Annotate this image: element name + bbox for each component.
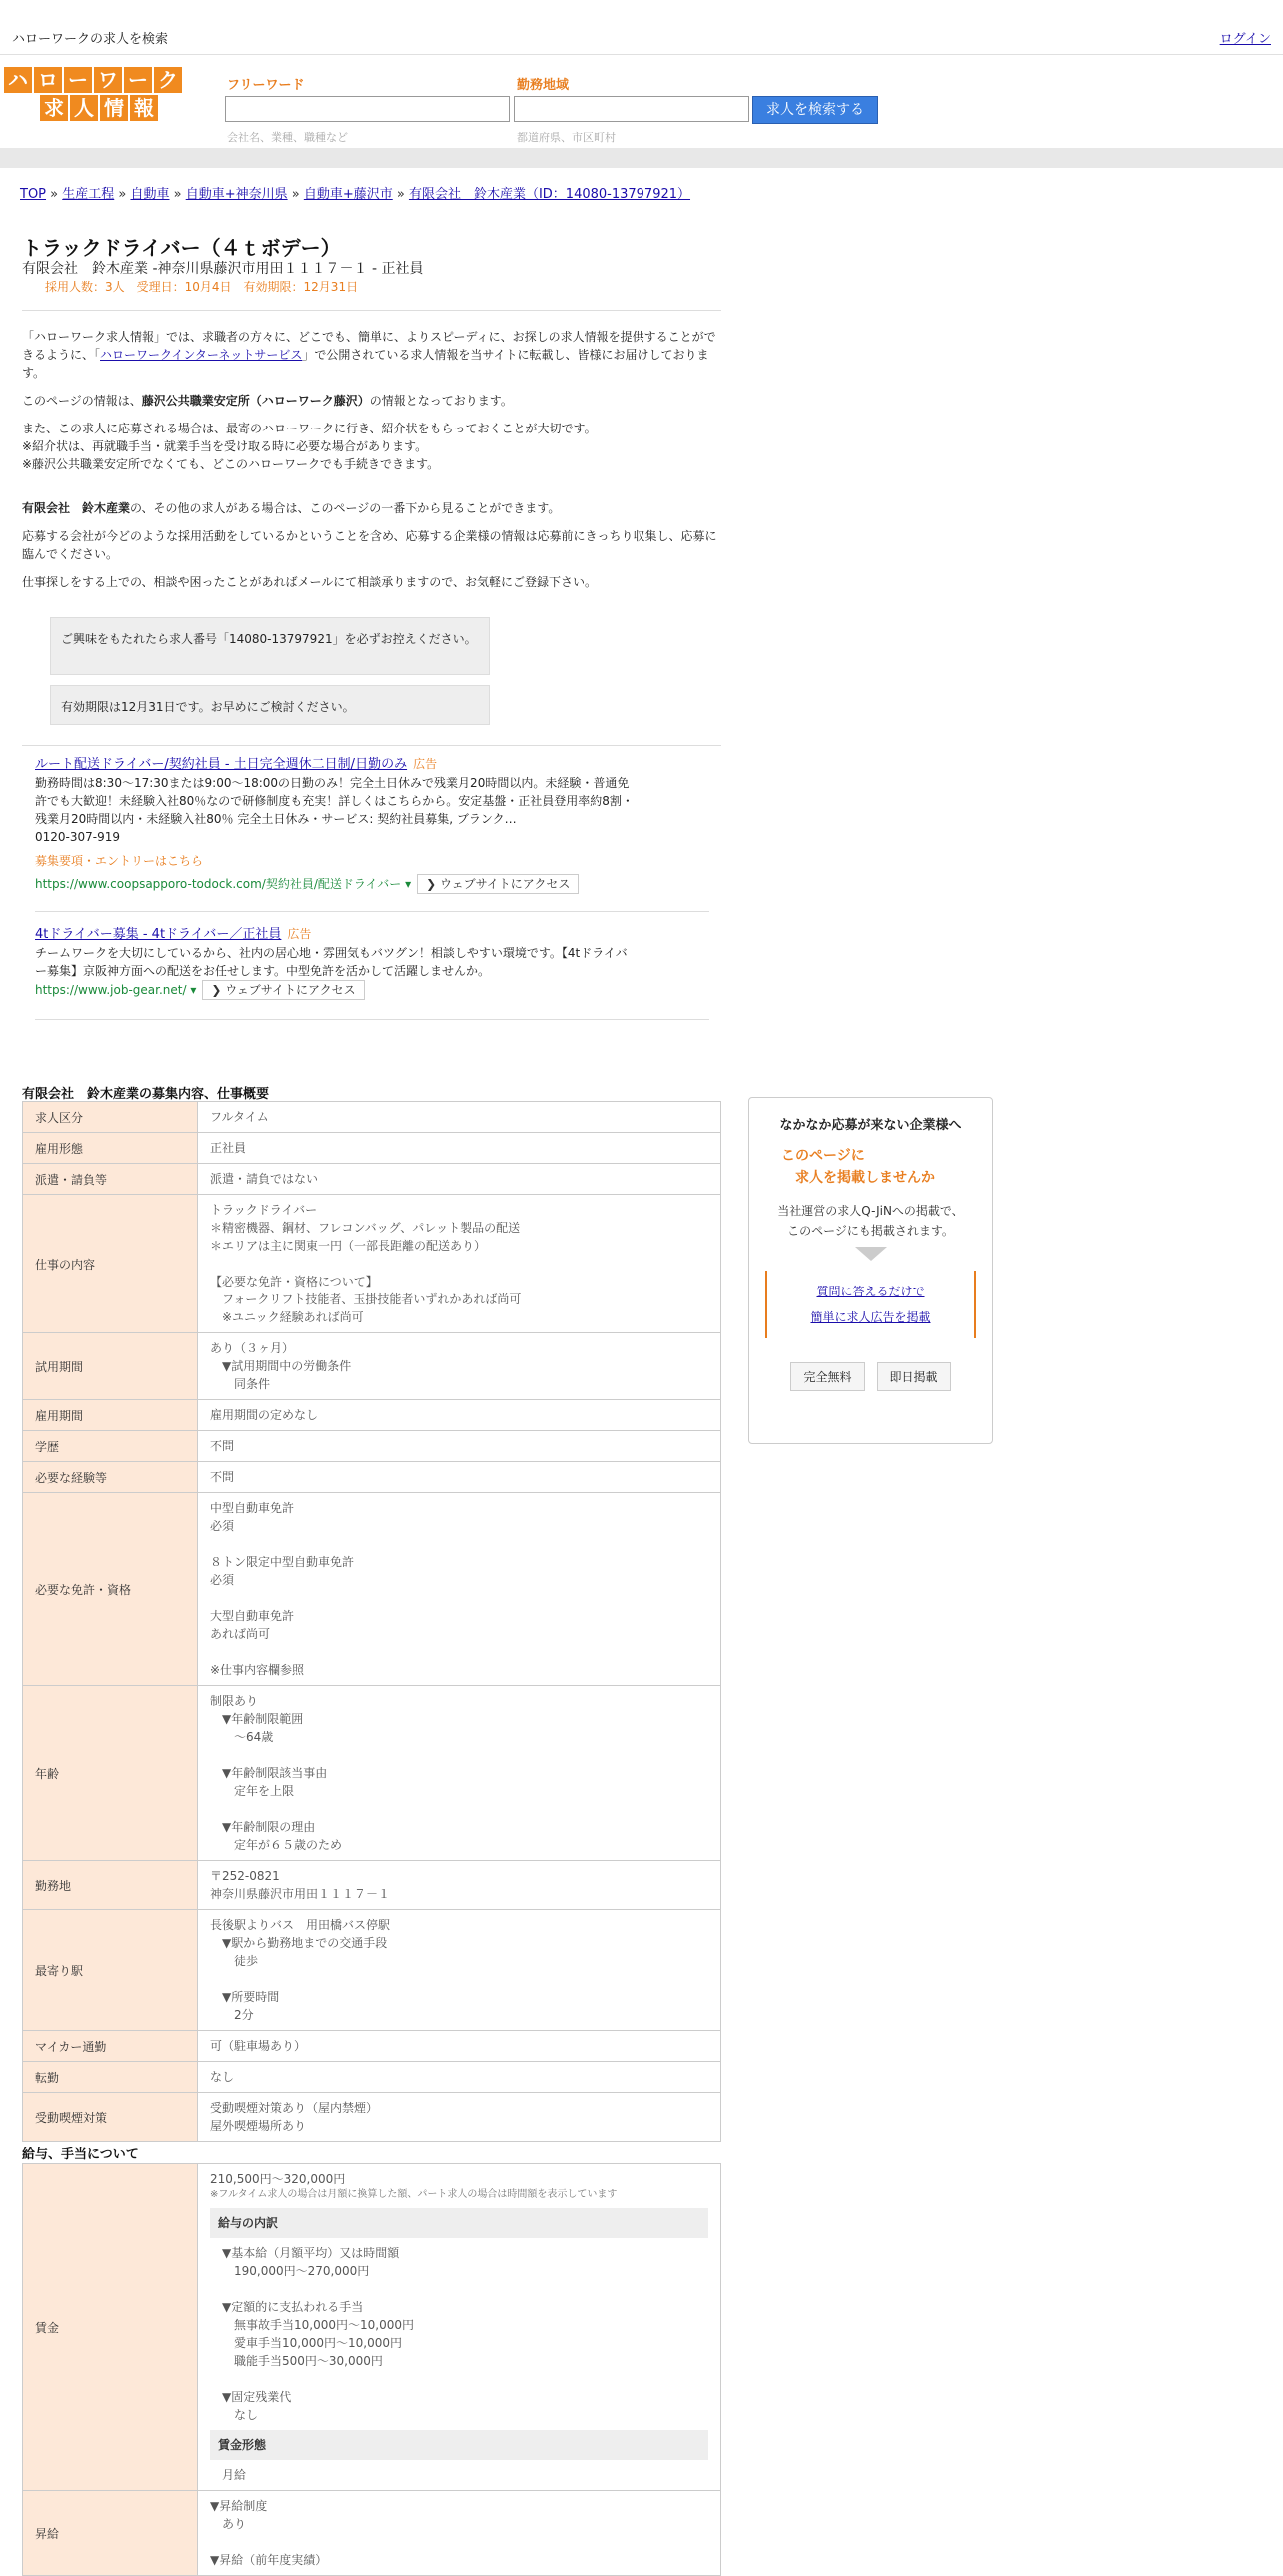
table-row [23, 1861, 721, 1910]
logo-letter: ハ [4, 67, 32, 93]
value-line: ▼昇給（前年度実績） [210, 2553, 328, 2567]
job-meta: 採用人数：3人 受理日：10月4日 有効期限：12月31日 [45, 280, 359, 294]
divider [35, 1019, 709, 1020]
value-line: あり（３ヶ月） [210, 1341, 295, 1355]
search-button[interactable]: 求人を検索する [752, 96, 878, 124]
row-value [198, 1431, 721, 1462]
row-value [198, 2031, 721, 2062]
intro-paragraph-1 [22, 328, 721, 382]
ad-extra-link[interactable]: 募集要項・エントリーはこちら [35, 854, 204, 868]
breadcrumb-separator: » [169, 187, 186, 202]
sidebar-links [765, 1271, 976, 1338]
value-line: 長後駅よりバス 用田橋バス停駅 [210, 1918, 391, 1932]
value-line: 受動喫煙対策あり（屋内禁煙） [210, 2101, 379, 2115]
breadcrumb-link[interactable]: 生産工程 [62, 187, 115, 202]
freeword-input[interactable] [225, 96, 510, 122]
divider [22, 745, 721, 746]
value-line: 神奈川県藤沢市用田１１１７－１ [210, 1887, 391, 1901]
table-row [23, 1686, 721, 1861]
advertise-sidebar [748, 1097, 993, 1444]
row-value [198, 1333, 721, 1400]
logo-letter: ー [124, 67, 152, 93]
ad-title-link[interactable]: 4tドライバー募集 - 4tドライバー／正社員 [35, 927, 282, 942]
dropdown-icon[interactable]: ▾ [405, 877, 412, 891]
company-line: 有限会社 鈴木産業 -神奈川県藤沢市用田１１１７－１ - 正社員 [22, 261, 424, 277]
breadcrumb-separator: » [392, 187, 409, 202]
row-value [198, 2093, 721, 2142]
table-row [23, 1400, 721, 1431]
value-line: 職能手当500円〜30,000円 [222, 2354, 383, 2368]
value-line [210, 1746, 708, 1764]
value-line: なし [222, 2408, 259, 2422]
value-line: 正社員 [210, 1141, 247, 1155]
intro-text: ※藤沢公共職業安定所でなくても、どこのハローワークでも手続きできます。 [22, 457, 440, 471]
table-row [23, 2031, 721, 2062]
row-label: 派遣・請負等 [23, 1164, 198, 1195]
area-input[interactable] [514, 96, 749, 122]
value-line: 雇用期間の定めなし [210, 1408, 319, 1422]
office-name: 藤沢公共職業安定所（ハローワーク藤沢） [141, 394, 370, 408]
value-line: 〒252-0821 [210, 1869, 280, 1883]
sidebar-body [749, 1201, 992, 1241]
row-label: 昇給 [23, 2491, 198, 2576]
value-line: 可（駐車場あり） [210, 2039, 307, 2053]
value-line [210, 1589, 708, 1607]
intro-text: の、その他の求人がある場合は、このページの一番下から見ることができます。 [130, 501, 561, 515]
row-value [198, 1493, 721, 1686]
salary-note: ※フルタイム求人の場合は月額に換算した額、パート求人の場合は時間額を表示しています [210, 2189, 618, 2200]
table-row [23, 1333, 721, 1400]
value-line [210, 2533, 708, 2551]
visit-website-button[interactable]: ❯ ウェブサイトにアクセス [417, 874, 579, 894]
value-line: 2分 [210, 2008, 254, 2022]
value-line: トラックドライバー [210, 1203, 318, 1217]
divider [22, 310, 721, 311]
table-row [23, 2164, 721, 2491]
breadcrumb-link[interactable]: 自動車 [130, 187, 170, 202]
breadcrumb-link[interactable]: 自動車+藤沢市 [303, 187, 393, 202]
value-line [210, 1535, 708, 1553]
value-line: ＊エリアは主に関東一円（一部長距離の配送あり） [210, 1239, 487, 1253]
intro-text: また、この求人に応募される場合は、最寄のハローワークに行き、紹介状をもらっておくことが大切です。 [22, 422, 597, 435]
ad-body: チームワークを大切にしているから、社内の居心地・雰囲気もバツグン！相談しやすい環境です。【4tドライバー募集】京阪神方面への配送をお任せします。中型免許を活かして活躍しませんか。 [35, 946, 628, 978]
free-button[interactable]: 完全無料 [790, 1362, 864, 1391]
value-line: ▼試用期間中の労働条件 [210, 1359, 352, 1373]
expiry-note: 有効期限は12月31日です。お早めにご検討ください。 [50, 685, 490, 725]
value-line: 必須 [210, 1573, 235, 1587]
hellowork-internet-link[interactable]: ハローワークインターネットサービス [100, 348, 303, 362]
company-name: 有限会社 鈴木産業 [22, 501, 131, 515]
value-line: 無事故手当10,000円〜10,000円 [222, 2318, 414, 2332]
ad-title-link[interactable]: ルート配送ドライバー/契約社員 - 土日完全週休二日制/日勤のみ [35, 757, 408, 772]
value-line: ▼年齢制限該当事由 [210, 1766, 328, 1780]
row-value [198, 1686, 721, 1861]
salary-amount: 210,500円〜320,000円 [210, 2172, 346, 2186]
sidebar-pitch [781, 1145, 992, 1189]
post-ad-link[interactable]: 簡単に求人広告を掲載 [810, 1310, 931, 1324]
breadcrumb-link[interactable]: 有限会社 鈴木産業（ID：14080-13797921） [408, 187, 691, 202]
ad-2 [35, 925, 635, 1000]
breadcrumb-link[interactable]: 自動車+神奈川県 [185, 187, 288, 202]
breadcrumb-link[interactable]: TOP [20, 187, 47, 202]
value-line: ▼昇給制度 [210, 2499, 268, 2513]
intro-paragraph-3 [22, 420, 721, 473]
value-line: ※仕事内容欄参照 [210, 1663, 305, 1677]
row-value [198, 1133, 721, 1164]
visit-label: ウェブサイトにアクセス [225, 983, 356, 997]
logo-letter: 人 [70, 95, 98, 121]
row-label: 雇用期間 [23, 1400, 198, 1431]
row-value [198, 1195, 721, 1333]
dropdown-icon[interactable]: ▾ [190, 983, 197, 997]
row-label: 仕事の内容 [23, 1195, 198, 1333]
visit-website-button[interactable]: ❯ ウェブサイトにアクセス [202, 980, 364, 1000]
value-line [222, 2280, 708, 2298]
ad-body: 勤務時間は8:30～17:30または9:00～18:00の日勤のみ！完全土日休みで残業月20時間以内。未経験・普通免許でも大歓迎！未経験入社80％なので研修制度も充実！詳しくはこちらから。安定基盤・正社員登用率約8割・残業月20時間以内・未経験入社80％ 完全土日休み・サービス: 契約社員募集, ブランク… [35, 776, 634, 826]
details-table [22, 1101, 721, 2142]
breadcrumb [20, 183, 690, 202]
salary-title: 給与、手当について [22, 2147, 139, 2162]
intro-text: ※紹介状は、再就職手当・就業手当を受け取る時に必要な場合があります。 [22, 439, 428, 453]
value-line: 不問 [210, 1439, 235, 1453]
job-title: トラックドライバー（４ｔボデー） [22, 236, 341, 260]
value-line: ▼年齢制限範囲 [210, 1712, 304, 1726]
logo-letter: 求 [40, 95, 68, 121]
row-value [198, 1462, 721, 1493]
row-label: 年齢 [23, 1686, 198, 1861]
table-row [23, 1431, 721, 1462]
details-title: 有限会社 鈴木産業の募集内容、仕事概要 [22, 1087, 270, 1102]
value-line: 〜64歳 [210, 1730, 274, 1744]
row-label: 勤務地 [23, 1861, 198, 1910]
header-divider [0, 148, 1283, 168]
freeword-hint: 会社名、業種、職種など [227, 131, 348, 144]
value-line: ▼定額的に支払われる手当 [222, 2300, 364, 2314]
answer-questions-link[interactable]: 質問に答えるだけで [816, 1285, 925, 1298]
value-line: あり [210, 2517, 247, 2531]
area-label: 勤務地域 [517, 78, 570, 93]
value-line: 大型自動車免許 [210, 1609, 295, 1623]
value-line: 190,000円〜270,000円 [222, 2264, 370, 2278]
row-value [198, 1400, 721, 1431]
row-label: マイカー通勤 [23, 2031, 198, 2062]
salary-form-value: 月給 [222, 2468, 247, 2482]
row-value [198, 1164, 721, 1195]
same-day-button[interactable]: 即日掲載 [877, 1362, 951, 1391]
pitch-line: このページに [781, 1148, 865, 1164]
value-line [222, 2370, 708, 2388]
logo-letter: ワ [94, 67, 122, 93]
pitch-line: 求人を掲載しませんか [781, 1170, 935, 1186]
intro-paragraph-4 [22, 499, 721, 517]
intro-paragraph-2 [22, 392, 721, 410]
ad-tag: 広告 [413, 757, 438, 771]
area-hint: 都道府県、市区町村 [517, 131, 616, 144]
value-line: ▼固定残業代 [222, 2390, 292, 2404]
row-value [198, 1910, 721, 2031]
table-row [23, 1493, 721, 1686]
value-line: ８トン限定中型自動車免許 [210, 1555, 355, 1569]
value-line: 派遣・請負ではない [210, 1172, 319, 1186]
row-value [198, 1102, 721, 1133]
value-line: 【必要な免許・資格について】 [210, 1275, 378, 1288]
body-line: このページにも掲載されます。 [787, 1224, 954, 1238]
logo-letter: ロ [34, 67, 62, 93]
visit-label: ウェブサイトにアクセス [440, 877, 571, 891]
value-line: 同条件 [210, 1377, 271, 1391]
ad-phone[interactable]: 0120-307-919 [35, 830, 121, 844]
table-row [23, 1462, 721, 1493]
table-row [23, 1102, 721, 1133]
intro-text: の情報となっております。 [369, 394, 513, 408]
value-line: ▼駅から勤務地までの交通手段 [210, 1936, 388, 1950]
value-line [210, 1970, 708, 1988]
row-label: 求人区分 [23, 1102, 198, 1133]
row-value [198, 2491, 721, 2576]
hellowork-logo[interactable] [4, 67, 182, 121]
ad-url[interactable]: https://www.coopsapporo-todock.com/契約社員/配送ドライバー [35, 877, 402, 891]
ad-1 [35, 755, 635, 894]
table-row [23, 2093, 721, 2142]
logo-letter: ク [154, 67, 182, 93]
value-line: あれば尚可 [210, 1627, 271, 1641]
value-line: ▼年齢制限の理由 [210, 1820, 316, 1834]
value-line: なし [210, 2070, 235, 2084]
table-row [23, 1164, 721, 1195]
value-line: 必須 [210, 1519, 235, 1533]
table-row [23, 2491, 721, 2576]
top-bar [0, 0, 1283, 55]
site-title: ハローワークの求人を検索 [12, 32, 169, 47]
divider [35, 911, 709, 912]
freeword-label: フリーワード [227, 78, 305, 93]
logo-letter: ー [64, 67, 92, 93]
intro-paragraph-6: 仕事探しをする上での、相談や困ったことがあればメールにて相談承りますので、お気軽にご登録下さい。 [22, 575, 598, 589]
value-line: 不問 [210, 1470, 235, 1484]
breadcrumb-separator: » [114, 187, 131, 202]
logo-letter: 情 [100, 95, 128, 121]
salary-table [22, 2163, 721, 2576]
intro-text: このページの情報は、 [22, 394, 142, 408]
row-label: 試用期間 [23, 1333, 198, 1400]
row-label: 賃金 [23, 2164, 198, 2491]
row-label: 最寄り駅 [23, 1910, 198, 2031]
value-line: 定年を上限 [210, 1784, 295, 1798]
table-row [23, 1195, 721, 1333]
table-row [23, 1133, 721, 1164]
body-line: 当社運営の求人Q-JiNへの掲載で、 [777, 1204, 964, 1218]
value-line: ＊精密機器、鋼材、フレコンバッグ、パレット製品の配送 [210, 1221, 521, 1235]
row-label: 学歴 [23, 1431, 198, 1462]
value-line: 中型自動車免許 [210, 1501, 295, 1515]
ad-url[interactable]: https://www.job-gear.net/ [35, 983, 187, 997]
breadcrumb-separator: » [46, 187, 63, 202]
value-line [210, 1800, 708, 1818]
value-line: フォークリフト技能者、玉掛技能者いずれかあれば尚可 [210, 1292, 522, 1306]
value-line: 制限あり [210, 1694, 259, 1708]
row-label: 受動喫煙対策 [23, 2093, 198, 2142]
row-label: 必要な経験等 [23, 1462, 198, 1493]
value-line: 屋外喫煙場所あり [210, 2119, 307, 2133]
value-line: ▼基本給（月額平均）又は時間額 [222, 2246, 400, 2260]
sidebar-title: なかなか応募が来ない企業様へ [779, 1118, 962, 1133]
intro-paragraph-5: 応募する会社が今どのような採用活動をしているかということを含め、応募する企業様の情報は応募前にきっちり収集し、応募に臨んでください。 [22, 529, 717, 561]
row-value [198, 2062, 721, 2093]
row-label: 転勤 [23, 2062, 198, 2093]
login-link[interactable]: ログイン [1219, 32, 1271, 47]
salary-form-title: 賃金形態 [210, 2430, 708, 2460]
row-label: 雇用形態 [23, 1133, 198, 1164]
breakdown-title: 給与の内訳 [210, 2208, 708, 2238]
down-arrow-icon [855, 1247, 887, 1261]
value-line: ※ユニック経験あれば尚可 [210, 1310, 364, 1324]
logo-letter: 報 [130, 95, 158, 121]
table-row [23, 1910, 721, 2031]
value-line: 定年が６５歳のため [210, 1838, 343, 1852]
intro-text: 」で公開されている求人情報を当サイトに転載し、皆様にお届けしております。 [22, 348, 709, 380]
value-line [210, 1643, 708, 1661]
value-line: ▼所要時間 [210, 1990, 280, 2004]
value-line [210, 1255, 708, 1273]
value-line: フルタイム [210, 1110, 269, 1124]
job-number-note: ご興味をもたれたら求人番号「14080-13797921」を必ずお控えください。 [50, 617, 490, 675]
intro-text: 「ハローワーク求人情報」では、求職者の方々に、どこでも、簡単に、よりスピーディに、お探しの求人情報を提供することができるように、「 [22, 330, 716, 362]
value-line: 愛車手当10,000円〜10,000円 [222, 2336, 402, 2350]
table-row [23, 2062, 721, 2093]
ad-tag: 広告 [287, 927, 312, 941]
row-value [198, 1861, 721, 1910]
value-line: 徒歩 [210, 1954, 259, 1968]
row-label: 必要な免許・資格 [23, 1493, 198, 1686]
salary-breakdown [210, 2244, 708, 2424]
breadcrumb-separator: » [287, 187, 304, 202]
row-value [198, 2164, 721, 2491]
